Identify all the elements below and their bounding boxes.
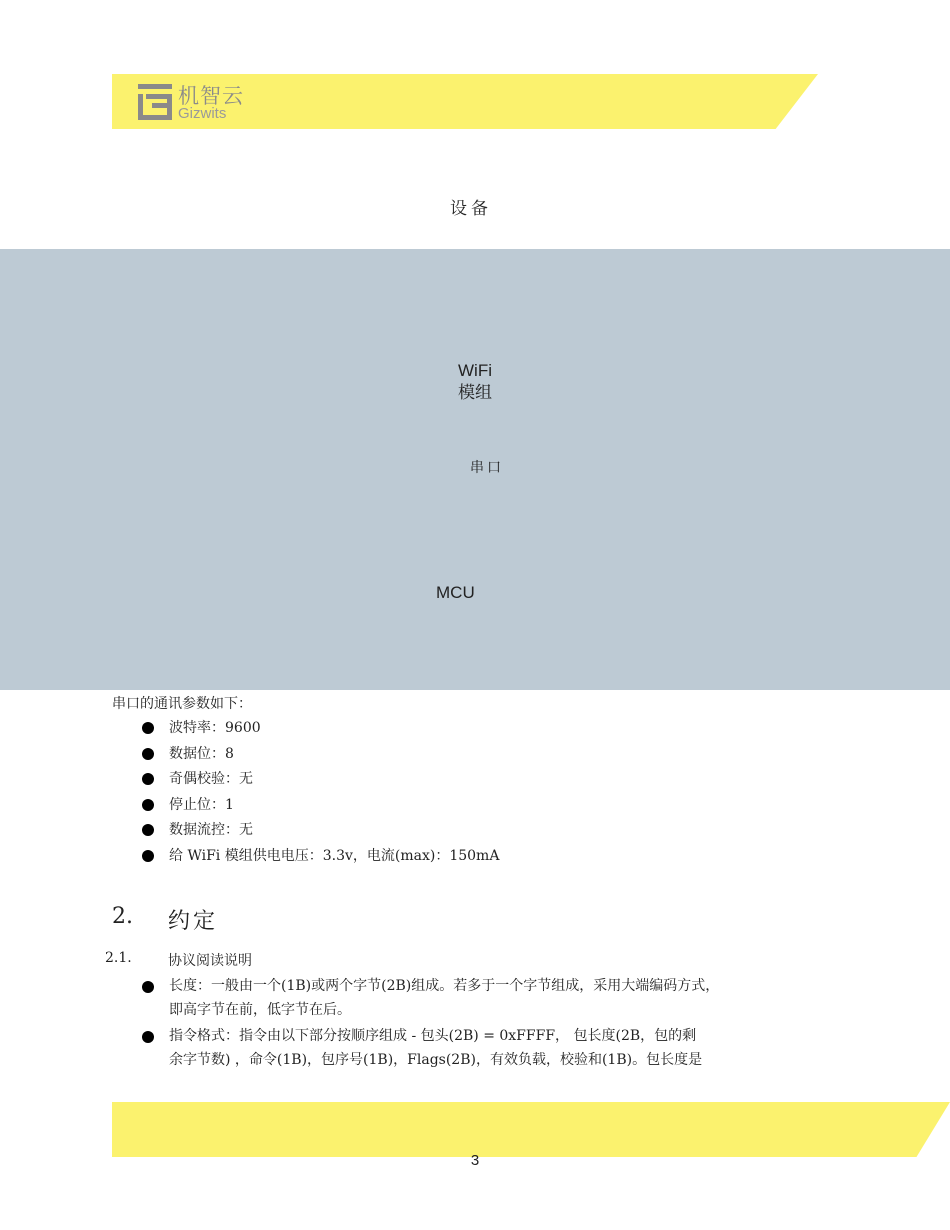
logo-english-text: Gizwits <box>178 105 227 122</box>
serial-params-list <box>140 718 499 871</box>
paragraph-length-line1: 长度：一般由一个(1B)或两个字节(2B)组成。若多于一个字节组成，采用大端编码方式， <box>169 978 720 994</box>
serial-label: 串口 <box>470 460 504 476</box>
bullet-icon <box>142 773 154 785</box>
device-label: 设备 <box>450 199 492 219</box>
wifi-label: WiFi <box>458 361 492 380</box>
paragraph-format-line1: 指令格式：指令由以下部分按顺序组成 - 包头(2B) = 0xFFFF， 包长度(2B，包的剩 <box>169 1028 697 1044</box>
gizwits-logo-icon <box>138 84 172 120</box>
page-number: 3 <box>470 1152 480 1169</box>
list-item: 给 WiFi 模组供电电压：3.3v，电流(max)：150mA <box>140 846 499 872</box>
bullet-icon <box>142 824 154 836</box>
list-item: 数据位：8 <box>140 744 499 770</box>
logo-chinese-text: 机智云 <box>178 84 244 108</box>
bullet-icon <box>142 850 154 862</box>
list-item: 奇偶校验：无 <box>140 769 499 795</box>
list-item: 停止位：1 <box>140 795 499 821</box>
serial-params-intro: 串口的通讯参数如下： <box>112 696 252 712</box>
bullet-icon <box>142 748 154 760</box>
section-number: 2. <box>112 904 133 929</box>
section-title: 约定 <box>168 909 219 934</box>
paragraph-length-line2: 即高字节在前，低字节在后。 <box>169 1002 351 1018</box>
bullet-icon <box>142 799 154 811</box>
bullet-icon <box>142 981 154 993</box>
list-item: 波特率：9600 <box>140 718 499 744</box>
footer-band <box>112 1102 950 1157</box>
subsection-number: 2.1. <box>105 950 132 966</box>
bullet-icon <box>142 722 154 734</box>
module-label: 模组 <box>458 383 492 403</box>
paragraph-format-line2: 余字节数) ，命令(1B)，包序号(1B)，Flags(2B)，有效负载，校验和(1B)。包长度是 <box>169 1052 703 1068</box>
subsection-title: 协议阅读说明 <box>168 953 252 969</box>
mcu-label: MCU <box>436 583 475 602</box>
bullet-icon <box>142 1031 154 1043</box>
list-item: 数据流控：无 <box>140 820 499 846</box>
